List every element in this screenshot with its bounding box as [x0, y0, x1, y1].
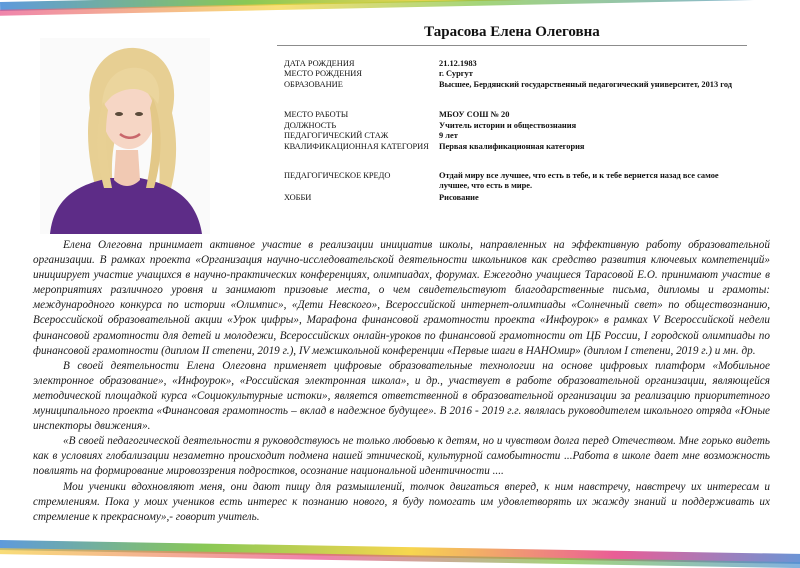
- teacher-name: Тарасова Елена Олеговна: [424, 24, 600, 40]
- row-experience: [284, 131, 754, 141]
- value-position: Учитель истории и обществознания: [439, 121, 577, 130]
- row-credo: [284, 171, 754, 191]
- value-birth-place: г. Сургут: [439, 69, 473, 78]
- paragraph-quote-part2: Мои ученики вдохновляют меня, они дают пищу для размышлений, толчок двигаться вперед, к ним навстречу, навстречу их интересам и стремлениям. Пока у моих учеников есть интерес к познанию нового, я буду помогать им удовлетворять их жажду знаний и поддерживать их стремление к прекрасному»,- говорит учитель.: [33, 480, 770, 523]
- row-qualification: [284, 142, 754, 152]
- biography-text: [33, 238, 770, 525]
- value-birth-date: 21.12.1983: [439, 59, 477, 68]
- label-experience: ПЕДАГОГИЧЕСКИЙ СТАЖ: [284, 131, 389, 140]
- label-position: ДОЛЖНОСТЬ: [284, 121, 337, 130]
- label-qualification: КВАЛИФИКАЦИОННАЯ КАТЕГОРИЯ: [284, 142, 429, 151]
- value-qualification: Первая квалификационная категория: [439, 142, 585, 151]
- paragraph-quote-part1: «В своей педагогической деятельности я руководствуюсь не только любовью к детям, но и чувством долга перед Отечеством. Мне горько видеть как в условиях глобализации незаметно происходит подмена нашей этнической, культурной самобытности ...Работа в школе дает мне возможность повлиять на формирование мировоззрения подростков, осознание национальной идентичности ....: [33, 435, 770, 478]
- value-credo: Отдай миру все лучшее, что есть в тебе, и к тебе вернется назад все самое лучшее, что есть в мире.: [439, 171, 719, 190]
- row-hobby: [284, 193, 754, 203]
- row-position: [284, 121, 754, 131]
- value-workplace: МБОУ СОШ № 20: [439, 110, 510, 119]
- label-education: ОБРАЗОВАНИЕ: [284, 80, 343, 89]
- name-divider: [277, 45, 747, 46]
- row-education: [284, 80, 754, 90]
- label-workplace: МЕСТО РАБОТЫ: [284, 110, 349, 119]
- teacher-portrait: [40, 38, 210, 234]
- row-birth-place: [284, 69, 754, 79]
- label-birth-date: ДАТА РОЖДЕНИЯ: [284, 59, 355, 68]
- row-workplace: [284, 110, 754, 120]
- label-birth-place: МЕСТО РОЖДЕНИЯ: [284, 69, 362, 78]
- paragraph-achievements: Елена Олеговна принимает активное участие в реализации инициатив школы, направленных на эффективную работу образовательной организации. В рамках проекта «Организация научно-исследовательской деятельности школьников как средство развития ключевых компетенций» инициирует участие учащихся в научно-практических конференциях, олимпиадах, форумах. Ежегодно учащиеся Тарасовой Е.О. принимают участие в мероприятиях различного уровня и занимают призовые места, о чем свидетельствуют благодарственные письма, дипломы и грамоты: международного конкурса по истории «Олимпис», «Дети Невского», Всероссийской интернет-олимпиады «Солнечный свет» по обществознанию, Всероссийской образовательной акции «Урок цифры», Марафона финансовой грамотности проекта «Инфоурок» в рамках V Всероссийской недели финансовой грамотности для детей и молодежи, Всероссийских онлайн-уроков по финансовой грамотности от ЦБ России, I городской олимпиады по финансовой грамотности (диплом II степени, 2019 г.), IV межшкольной конференции «Первые шаги в НАНОмир» (диплом I степени, 2019 г.) и мн. др.: [33, 239, 770, 357]
- label-credo: ПЕДАГОГИЧЕСКОЕ КРЕДО: [284, 171, 391, 180]
- paragraph-digital-tech: В своей деятельности Елена Олеговна применяет цифровые образовательные технологии на основе цифровых платформ «Мобильное электронное образование», «Инфоурок», «Российская электронная школа», и др., участвует в работе образовательной организации, являющейся методической площадкой курса «Социокультурные истоки», является ответственной в образовательной организации за реализацию приоритетного муниципального проекта «Финансовая грамотность – вклад в надежное будущее». В 2016 - 2019 г.г. являлась руководителем школьного отряда «Юные инспекторы движения».: [33, 359, 770, 433]
- value-experience: 9 лет: [439, 131, 458, 140]
- value-education: Высшее, Бердянский государственный педагогический университет, 2013 год: [439, 80, 733, 89]
- row-birth-date: [284, 59, 754, 69]
- portrait-illustration: [40, 38, 210, 234]
- label-hobby: ХОББИ: [284, 193, 312, 202]
- value-hobby: Рисование: [439, 193, 479, 202]
